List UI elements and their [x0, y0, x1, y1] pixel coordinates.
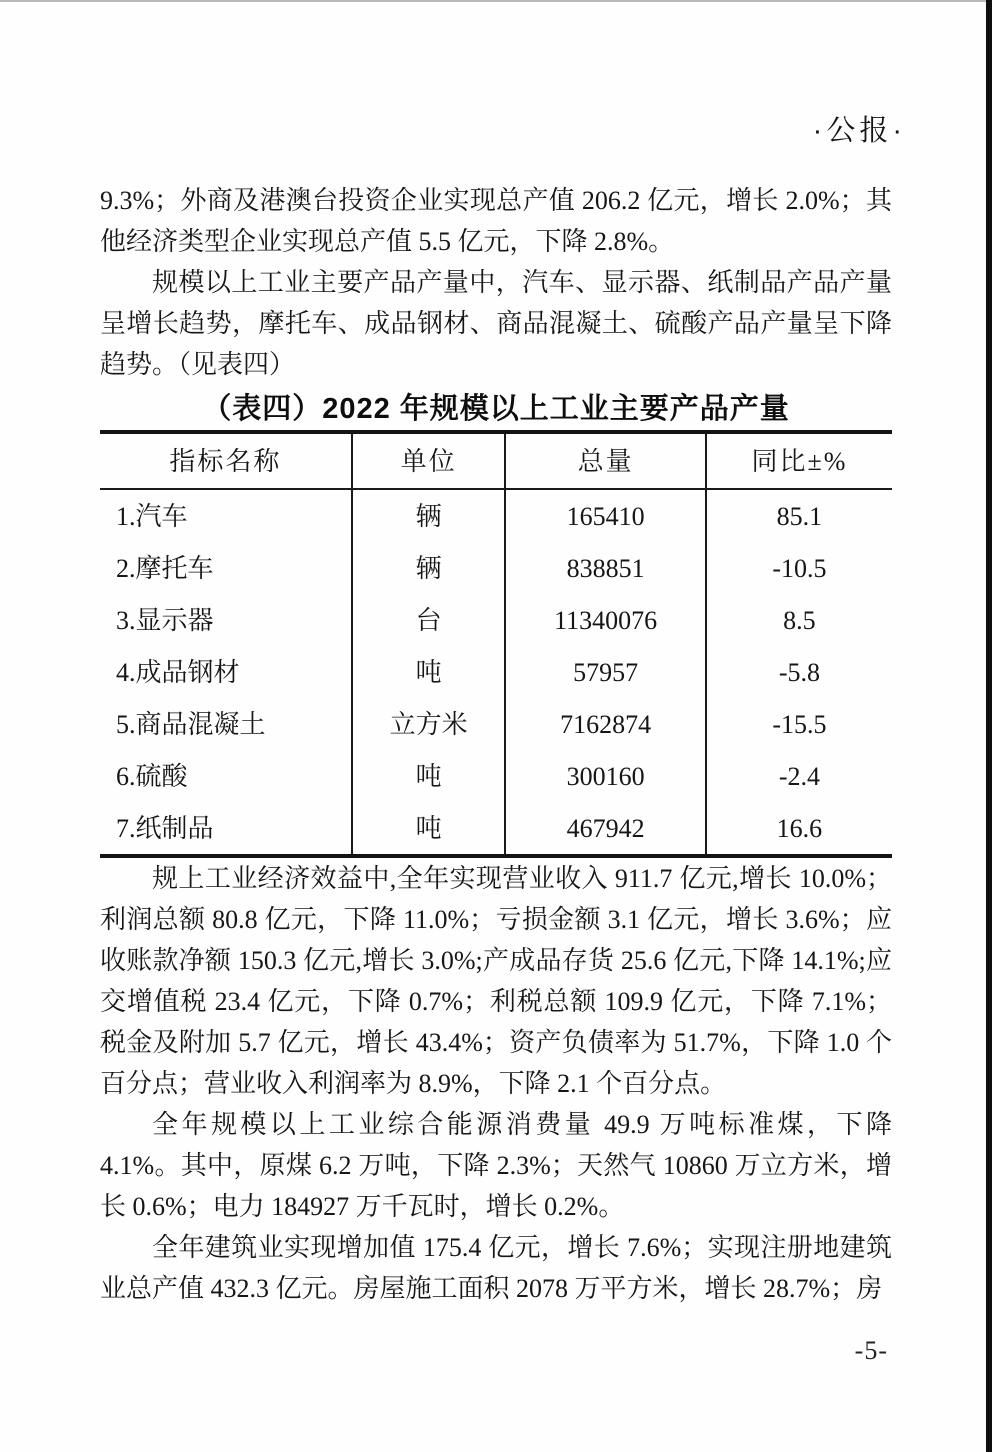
cell-indicator: 5.商品混凝土 [100, 698, 352, 750]
cell-yoy: 8.5 [783, 605, 816, 635]
cell-indicator: 7.纸制品 [100, 802, 352, 856]
cell-total: 838851 [505, 542, 705, 594]
cell-unit: 吨 [352, 646, 506, 698]
table-header-row [100, 432, 892, 489]
products-output-table [100, 430, 892, 858]
cell-yoy: -5.8 [778, 657, 821, 687]
paragraph-industry-output-value: 9.3%；外商及港澳台投资企业实现总产值 206.2 亿元，增长 2.0%；其他经济类型企业实现总产值 5.5 亿元，下降 2.8%。 [100, 186, 892, 256]
paragraph-construction-industry: 全年建筑业实现增加值 175.4 亿元，增长 7.6%；实现注册地建筑业总产值 432.3 亿元。房屋施工面积 2078 万平方米，增长 28.7%；房 [100, 1233, 892, 1303]
cell-total: 300160 [505, 750, 705, 802]
cell-total: 7162874 [505, 698, 705, 750]
masthead-label: ·公报· [812, 115, 906, 147]
col-header-yoy: 同比±% [706, 432, 892, 489]
page-number: -5- [854, 1336, 888, 1365]
table-row [100, 698, 892, 750]
scan-top-edge-artifact [0, 0, 992, 2]
cell-yoy: -15.5 [772, 709, 827, 739]
table-row [100, 646, 892, 698]
cell-unit: 吨 [352, 802, 506, 856]
cell-yoy: 16.6 [776, 813, 823, 843]
cell-indicator: 2.摩托车 [100, 542, 352, 594]
cell-yoy: 85.1 [776, 501, 823, 531]
scan-right-edge-artifact [986, 0, 992, 1452]
cell-total: 467942 [505, 802, 705, 856]
cell-total: 165410 [505, 489, 705, 542]
cell-total: 57957 [505, 646, 705, 698]
paragraph-energy-consumption: 全年规模以上工业综合能源消费量 49.9 万吨标准煤，下降 4.1%。其中，原煤 6.2 万吨，下降 2.3%；天然气 10860 万立方米，增长 0.6%；电力 184927 万千瓦时，增长 0.2%。 [100, 1110, 892, 1221]
col-header-unit: 单位 [352, 432, 506, 489]
cell-unit: 辆 [352, 542, 506, 594]
document-body [100, 180, 892, 1309]
table-row [100, 802, 892, 856]
cell-indicator: 1.汽车 [100, 489, 352, 542]
cell-unit: 立方米 [352, 698, 506, 750]
table-row [100, 542, 892, 594]
table-row [100, 594, 892, 646]
col-header-total: 总量 [505, 432, 705, 489]
table-row [100, 750, 892, 802]
cell-unit: 辆 [352, 489, 506, 542]
cell-yoy: -10.5 [772, 553, 827, 583]
cell-indicator: 4.成品钢材 [100, 646, 352, 698]
paragraph-industry-economic-benefit: 规上工业经济效益中,全年实现营业收入 911.7 亿元,增长 10.0%；利润总额 80.8 亿元，下降 11.0%；亏损金额 3.1 亿元，增长 3.6%；应收账款净额 150.3 亿元,增长 3.0%;产成品存货 25.6 亿元,下降 14.1%;应交增值税 23.4 亿元，下降 0.7%；利税总额 109.9 亿元，下降 7.1%；税金及附加 5.7 亿元，增长 43.4%；资产负债率为 51.7%，下降 1.0 个百分点；营业收入利润率为 8.9%，下降 2.1 个百分点。 [100, 864, 892, 1098]
cell-unit: 吨 [352, 750, 506, 802]
table-row [100, 489, 892, 542]
cell-indicator: 6.硫酸 [100, 750, 352, 802]
paragraph-main-products-summary: 规模以上工业主要产品产量中，汽车、显示器、纸制品产品产量呈增长趋势，摩托车、成品钢材、商品混凝土、硫酸产品产量呈下降趋势。（见表四） [100, 268, 892, 379]
cell-unit: 台 [352, 594, 506, 646]
table-title: （表四）2022 年规模以上工业主要产品产量 [202, 393, 790, 425]
cell-yoy: -2.4 [778, 761, 821, 791]
col-header-indicator-name: 指标名称 [100, 432, 352, 489]
cell-indicator: 3.显示器 [100, 594, 352, 646]
cell-total: 11340076 [505, 594, 705, 646]
